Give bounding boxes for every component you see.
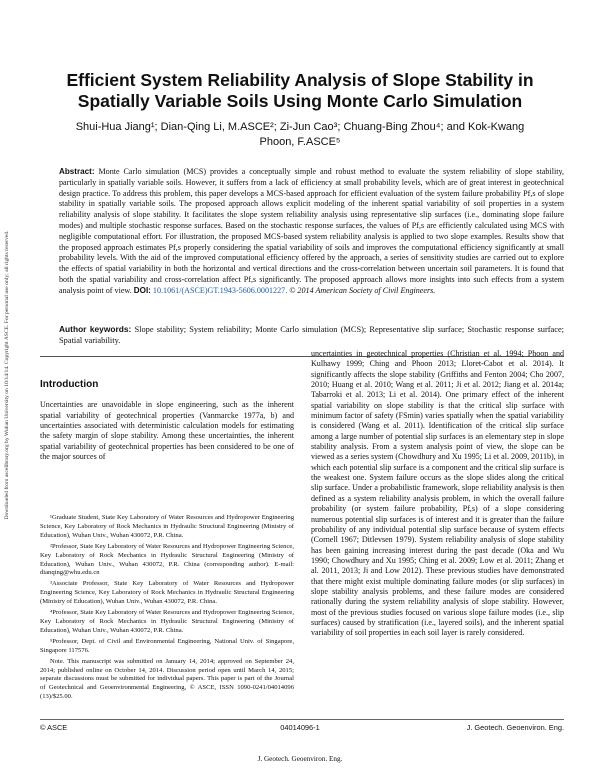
author-list: Shui-Hua Jiang¹; Dian-Qing Li, M.ASCE²; Zi-Jun Cao³; Chuang-Bing Zhou⁴; and Kok-Kwang Phoon, F.ASCE⁵ bbox=[75, 121, 525, 148]
footnotes bbox=[40, 514, 294, 704]
introduction-heading: Introduction bbox=[40, 379, 99, 390]
keywords-label: Author keywords: bbox=[59, 324, 132, 334]
page-number: 04014096-1 bbox=[280, 723, 320, 732]
footer-divider bbox=[40, 719, 564, 720]
footnote-3: ³Associate Professor, State Key Laboratory of Water Resources and Hydropower Engineering Science, Key Laboratory of Rock Mechanics in Hydraulic Structural Engineering (Ministry of Education), Wuhan Univ., Wuhan 430072, P.R. China. bbox=[40, 580, 294, 606]
right-column bbox=[311, 349, 564, 639]
footnote-1: ¹Graduate Student, State Key Laboratory of Water Resources and Hydropower Engineering Science, Key Laboratory of Rock Mechanics in Hydraulic Structural Engineering (Ministry of Education), Wuhan Univ., Wuhan 430072, P.R. China. bbox=[40, 514, 294, 539]
download-notice bbox=[0, 160, 14, 590]
introduction-paragraph: Uncertainties are unavoidable in slope engineering, such as the inherent spatial variability of geotechnical properties (Vanmarcke 1977a, b) and uncertainties associated with deterministic calculation models for estimating the safety margin of slope stability. Among these uncertainties, the inherent spatial variability of geotechnical properties has been considered to be one of the major sources of bbox=[40, 400, 294, 462]
download-notice-text: Downloaded from ascelibrary.org by Wuhan University on 10/14/14. Copyright ASCE. For personal use only; all rights reserved. bbox=[4, 230, 10, 520]
right-column-text: uncertainties in geotechnical properties (Christian et al. 1994; Phoon and Kulhawy 1999; Ching and Phoon 2013; Lloret-Cabot et al. 2014). It significantly affects the slope stability (Griffiths and Fenton 2004; Cho 2007, 2010; Huang et al. 2010; Wang et al. 2011; Ji et al. 2012; Jiang et al. 2014a; Tabarroki et al. 2013; Li et al. 2014). One primary effect of the inherent spatial variability on slope stability is that the critical slip surface with minimum factor of safety (FSmin) varies spatially when the spatial variability is considered (Wang et al. 2011). Identification of the critical slip surface among a large number of potential slip surfaces is an elementary step in slope stability analysis. From a system analysis point of view, the slope can be viewed as a series system (Chowdhury and Xu 1995; Li et al. 2009, 2011b), in which each potential slip surface is a component and the critical slip surface is the weakest one. System failure occurs as the slope slides along the critical slip surface. Under a probabilistic framework, slope reliability analysis is then defined as a system reliability analysis problem, in which the overall failure probability (or system failure probability, Pf,s) of a slope considering numerous potential slip surfaces is of interest and it is greater than the failure probability of any individual potential slip surface because of system effects (Cornell 1967; Ditlevsen 1979). System reliability analysis of slope stability has been gaining increasing interest during the past decade (Oka and Wu 1990; Chowdhury and Xu 1995; Ching et al. 2009; Low et al. 2011; Zhang et al. 2011, 2013; Ji and Low 2012). These previous studies have demonstrated that there might exist multiple dominating failure modes (or slip surfaces) in slope stability analysis problems, and these failure modes are considered rationally during the system reliability analysis of slope stability. However, most of the previous studies focused on various slope failure modes (i.e., slip surfaces) caused by stratification (i.e., layered soils), and the inherent spatial variability of soil properties in each soil layer is rarely considered. bbox=[311, 349, 564, 638]
introduction-column bbox=[40, 380, 294, 462]
manuscript-note: Note. This manuscript was submitted on January 14, 2014; approved on September 24, 2014; published online on October 14, 2014. Discussion period open until March 14, 2015; separate discussions must be submitted for individual papers. This paper is part of the Journal of Geotechnical and Geoenvironmental Engineering, © ASCE, ISSN 1090-0241/04014096 (13)/$25.00. bbox=[40, 657, 294, 701]
abstract bbox=[59, 167, 564, 297]
abstract-label: Abstract: bbox=[59, 167, 95, 176]
footnote-4: ⁴Professor, State Key Laboratory of Water Resources and Hydropower Engineering Science, Key Laboratory of Rock Mechanics in Hydraulic Structural Engineering (Ministry of Education), Wuhan Univ., Wuhan 430072, P.R. China. bbox=[40, 609, 294, 634]
abstract-copyright: © 2014 American Society of Civil Engineers. bbox=[289, 285, 436, 295]
doi-link[interactable]: 10.1061/(ASCE)GT.1943-5606.0001227. bbox=[152, 285, 288, 295]
paper-title: Efficient System Reliability Analysis of Slope Stability in Spatially Variable Soils Using Monte Carlo Simulation bbox=[66, 70, 534, 111]
footnote-2: ²Professor, State Key Laboratory of Water Resources and Hydropower Engineering Science, Key Laboratory of Rock Mechanics in Hydraulic Structural Engineering (Ministry of Education), Wuhan Univ., Wuhan 430072, P.R. China (corresponding author). E-mail: dianqing@whu.edu.cn bbox=[40, 542, 294, 577]
author-keywords bbox=[59, 324, 564, 346]
footer-copyright: © ASCE bbox=[40, 723, 68, 732]
footer-journal: J. Geotech. Geoenviron. Eng. bbox=[466, 723, 564, 732]
footnote-5: ⁵Professor, Dept. of Civil and Environmental Engineering, National Univ. of Singapore, Singapore 117576. bbox=[40, 637, 294, 654]
abstract-text: Monte Carlo simulation (MCS) provides a conceptually simple and robust method to evaluate the system reliability of slope stability, particularly in spatially variable soils. However, it suffers from a lack of efficiency at small probability levels, which are of great interest in geotechnical design practice. To address this problem, this paper develops a MCS-based approach for efficient evaluation of the system failure probability Pf,s of slope stability in spatially variable soils. The proposed approach allows explicit modeling of the inherent spatial variability of soil properties in a system reliability analysis of slope stability. It facilitates the slope system reliability analysis using representative slip surfaces (i.e., dominating slope failure modes) and multiple stochastic response surfaces. Based on the stochastic response surfaces, the values of Pf,s are efficiently calculated using MCS with negligible computational effort. For illustration, the proposed MCS-based system reliability analysis is applied to two slope examples. Results show that the proposed approach estimates Pf,s properly considering the spatial variability of soils and improves the computational efficiency significantly at small probability levels. With the aid of the improved computational efficiency offered by the approach, a series of sensitivity studies are carried out to explore the effects of spatial variability in both the horizontal and vertical directions and the cross-correlation between uncertain soil parameters. It is found that both the spatial variability and cross-correlation affect Pf,s significantly. The proposed approach allows more insights into such effects from a system analysis point of view. bbox=[59, 167, 564, 295]
keywords-text: Slope stability; System reliability; Monte Carlo simulation (MCS); Representative slip surface; Stochastic response surface; Spatial variability. bbox=[59, 325, 564, 345]
bottom-journal: J. Geotech. Geoenviron. Eng. bbox=[257, 755, 343, 763]
doi-label: DOI: bbox=[133, 285, 151, 295]
